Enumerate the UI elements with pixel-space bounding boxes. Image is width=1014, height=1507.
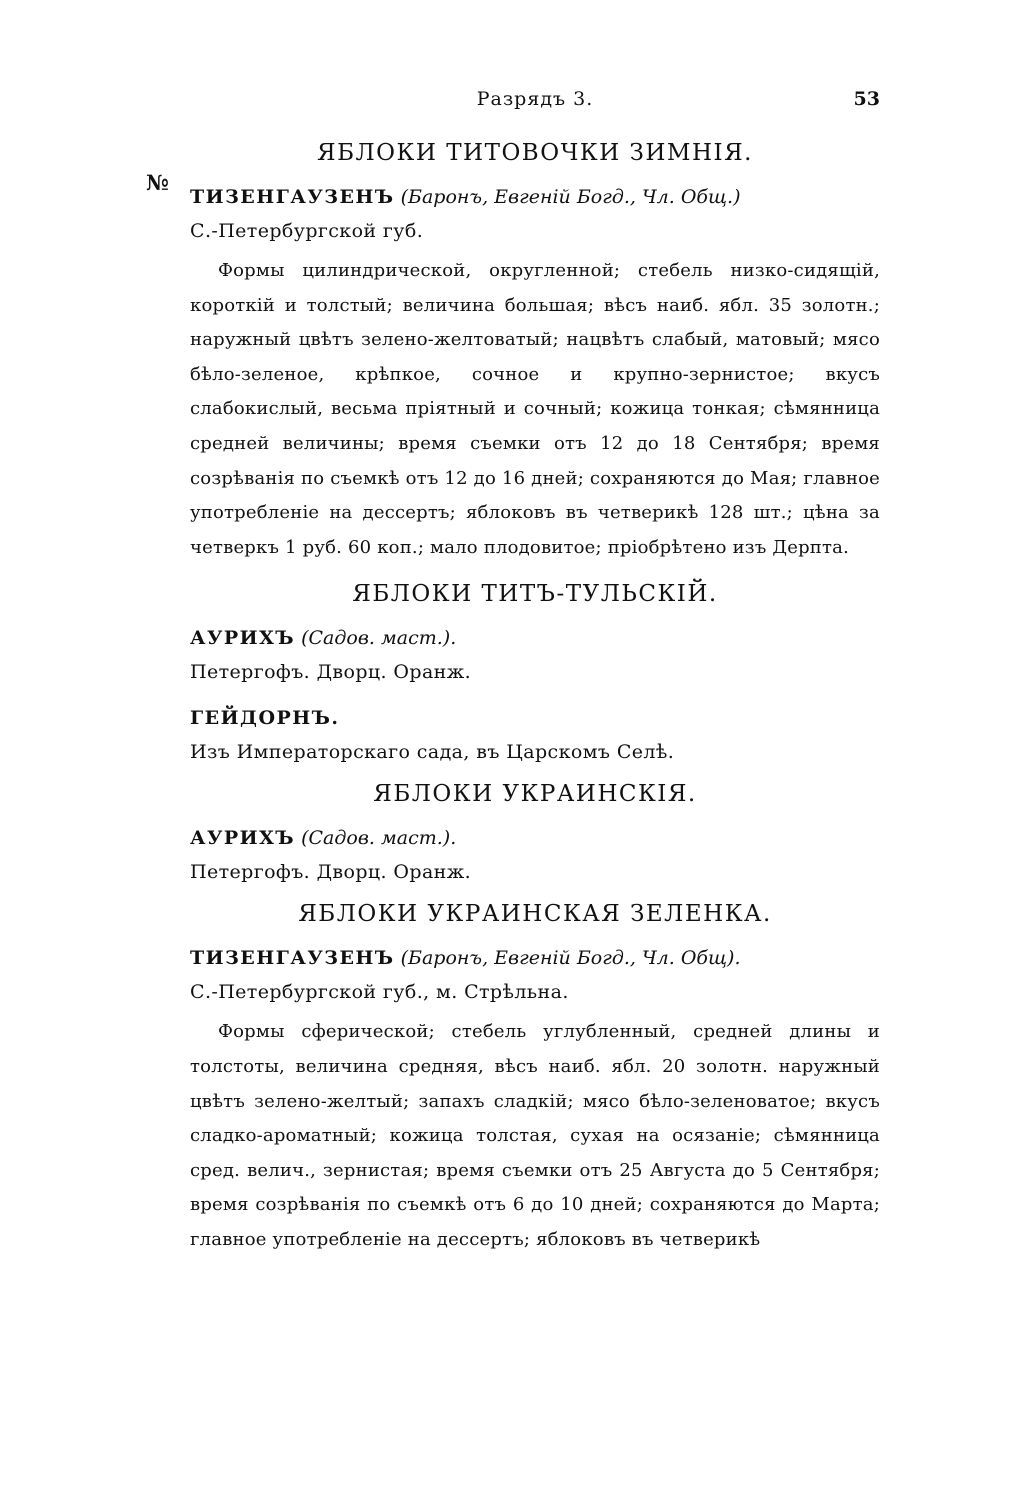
section-heading: ЯБЛОКИ ТИТОВОЧКИ ЗИМНІЯ. [317, 140, 753, 166]
contributor-location: Изъ Императорскаго сада, въ Царскомъ Селѣ. [190, 741, 675, 764]
section-heading: ЯБЛОКИ УКРАИНСКАЯ ЗЕЛЕНКА. [298, 901, 772, 928]
numero-mark: № [146, 170, 169, 195]
contributor-location: С.-Петербургской губ., м. Стрѣльна. [190, 981, 569, 1004]
page-body [190, 140, 880, 1274]
running-head: Разрядъ 3. [476, 88, 594, 110]
contributor-detail: (Садов. маст.). [301, 627, 457, 650]
contributor-line [190, 180, 880, 214]
contributor-detail: (Баронъ, Евгеній Богд., Чл. Общ). [400, 947, 741, 970]
contributor-line [190, 701, 880, 735]
entry [190, 701, 880, 769]
page-number: 53 [853, 88, 880, 110]
contributor-detail: (Садов. маст.). [301, 827, 457, 850]
variety-description: Формы сферической; стебель углубленный, средней длины и толстоты, величина средняя, вѣсъ наиб. ябл. 20 золотн. наружный цвѣтъ зелено-желтый; запахъ сладкій; мясо бѣло-зеленоватое; вкусъ сладко-ароматный; кожица толстая, сухая на осязаніе; сѣмянница сред. велич., зернистая; время съемки отъ 25 Августа до 5 Сентября; время созрѣванія по съемкѣ отъ 6 до 10 дней; сохраняются до Марта; главное употребленіе на дессертъ; яблоковъ въ четверикѣ [190, 1021, 880, 1250]
contributor-name: АУРИХЪ [190, 827, 296, 850]
section-ukrainskiya [190, 781, 880, 889]
contributor-name: ТИЗЕНГАУЗЕНЪ [190, 186, 395, 208]
contributor-location: С.-Петербургской губ. [190, 220, 424, 242]
contributor-name: АУРИХЪ [190, 627, 296, 650]
entry [190, 821, 880, 889]
contributor-name: ТИЗЕНГАУЗЕНЪ [190, 947, 395, 970]
entry [190, 941, 880, 1257]
section-heading: ЯБЛОКИ УКРАИНСКІЯ. [373, 781, 697, 808]
contributor-location: Петергофъ. Дворц. Оранж. [190, 861, 472, 884]
contributor-line [190, 621, 880, 655]
contributor-line [190, 821, 880, 855]
section-ukrainskaya-zelenka [190, 901, 880, 1257]
section-tit-tulskiy [190, 581, 880, 769]
entry [190, 621, 880, 689]
contributor-detail: (Баронъ, Евгеній Богд., Чл. Общ.) [400, 186, 741, 208]
variety-description: Формы цилиндрической, округленной; стебель низко-сидящій, короткій и толстый; величина большая; вѣсъ наиб. ябл. 35 золотн.; наружный цвѣтъ зелено-желтоватый; нацвѣтъ слабый, матовый; мясо бѣло-зеленое, крѣпкое, сочное и крупно-зернистое; вкусъ слабокислый, весьма пріятный и сочный; кожица тонкая; сѣмянница средней величины; время съемки отъ 12 до 18 Сентября; время созрѣванія по съемкѣ отъ 12 до 16 дней; сохраняются до Мая; главное употребленіе на дессертъ; яблоковъ въ четверикѣ 128 шт.; цѣна за четверкъ 1 руб. 60 коп.; мало плодовитое; пріобрѣтено изъ Дерпта. [190, 260, 880, 558]
contributor-location: Петергофъ. Дворц. Оранж. [190, 661, 472, 684]
entry [190, 180, 880, 565]
page-header [190, 88, 880, 118]
contributor-line [190, 941, 880, 975]
section-titovochki-zimniya [190, 140, 880, 565]
section-heading: ЯБЛОКИ ТИТЪ-ТУЛЬСКІЙ. [352, 581, 718, 608]
contributor-name: ГЕЙДОРНЪ. [190, 707, 340, 730]
